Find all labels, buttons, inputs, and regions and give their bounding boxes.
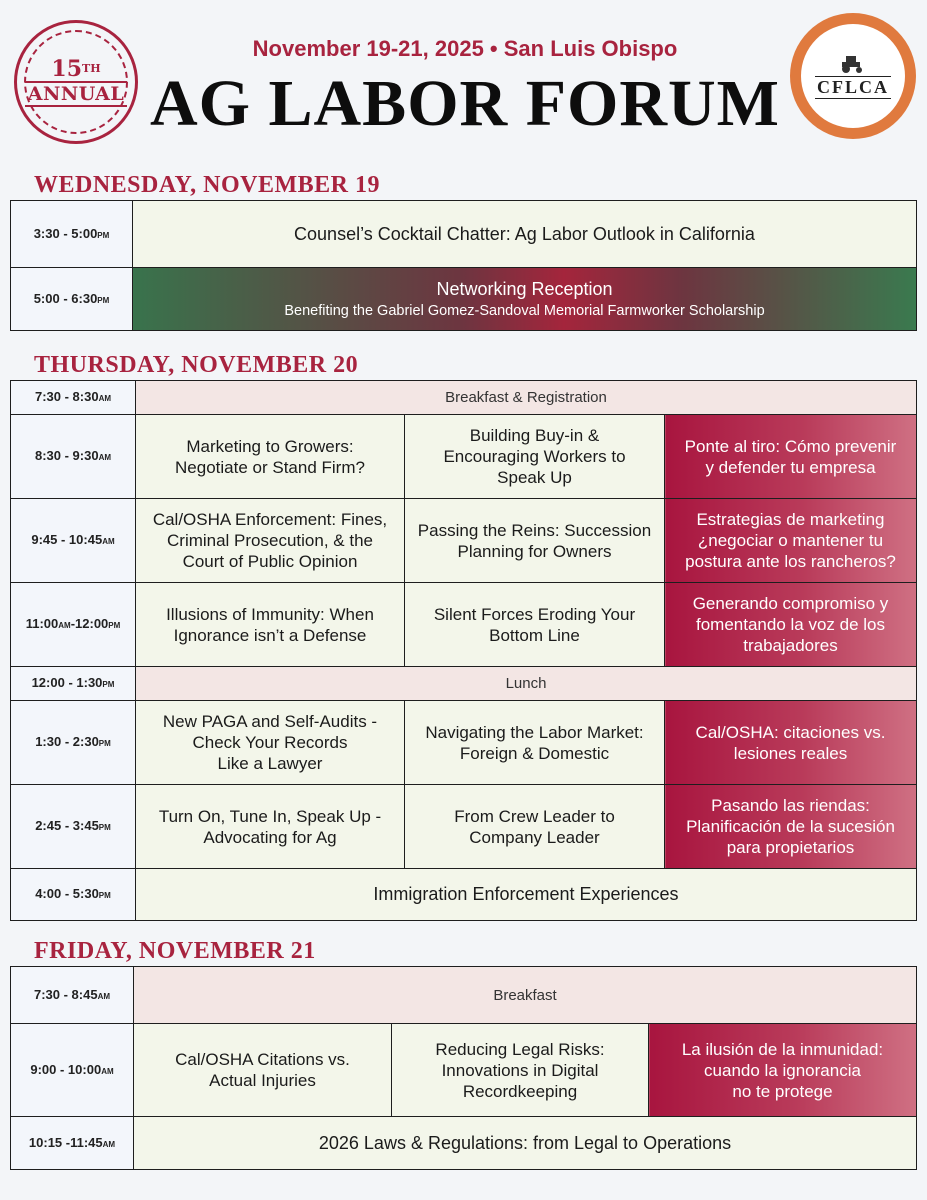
schedule-row bbox=[11, 1117, 917, 1170]
networking-subtitle: Benefiting the Gabriel Gomez-Sandoval Memorial Farmworker Scholarship bbox=[284, 303, 765, 319]
schedule-row bbox=[11, 381, 917, 415]
time-slot: 10:15 -11:45AM bbox=[11, 1117, 134, 1170]
session-spanish: Generando compromiso y fomentando la voz de los trabajadores bbox=[665, 583, 917, 667]
session-spanish: La ilusión de la inmunidad: cuando la ignorancia no te protege bbox=[649, 1024, 917, 1117]
badge-word: ANNUAL bbox=[25, 81, 128, 107]
thursday-schedule bbox=[10, 380, 917, 921]
networking-title: Networking Reception bbox=[436, 279, 613, 299]
annual-badge bbox=[14, 20, 138, 144]
schedule-row bbox=[11, 667, 917, 701]
cflca-logo bbox=[790, 13, 916, 139]
friday-schedule bbox=[10, 966, 917, 1170]
session-english: Reducing Legal Risks: Innovations in Digital Recordkeeping bbox=[392, 1024, 649, 1117]
wednesday-heading: WEDNESDAY, NOVEMBER 19 bbox=[34, 172, 380, 198]
session-english: Turn On, Tune In, Speak Up - Advocating for Ag bbox=[136, 785, 405, 869]
schedule-row bbox=[11, 415, 917, 499]
page-title: AG LABOR FORUM bbox=[150, 67, 780, 140]
time-slot: 9:45 - 10:45AM bbox=[11, 499, 136, 583]
event-dates-location: November 19-21, 2025 • San Luis Obispo bbox=[252, 36, 678, 61]
breakfast-registration: Breakfast & Registration bbox=[136, 381, 917, 415]
session-english: Silent Forces Eroding Your Bottom Line bbox=[405, 583, 665, 667]
time-slot: 8:30 - 9:30AM bbox=[11, 415, 136, 499]
session-english: Cal/OSHA Citations vs. Actual Injuries bbox=[134, 1024, 392, 1117]
session-english: Building Buy-in & Encouraging Workers to Speak Up bbox=[405, 415, 665, 499]
session-immigration-enforcement: Immigration Enforcement Experiences bbox=[136, 869, 917, 921]
schedule-row bbox=[11, 701, 917, 785]
session-spanish: Estrategias de marketing ¿negociar o mantener tu postura ante los rancheros? bbox=[665, 499, 917, 583]
session-spanish: Pasando las riendas: Planificación de la sucesión para propietarios bbox=[665, 785, 917, 869]
schedule-row bbox=[11, 1024, 917, 1117]
schedule-row bbox=[11, 785, 917, 869]
time-slot: 3:30 - 5:00PM bbox=[11, 201, 133, 268]
session-english: Illusions of Immunity: When Ignorance isn’t a Defense bbox=[136, 583, 405, 667]
schedule-row bbox=[11, 499, 917, 583]
schedule-row bbox=[11, 201, 917, 268]
session-spanish: Ponte al tiro: Cómo prevenir y defender tu empresa bbox=[665, 415, 917, 499]
session-english: From Crew Leader to Company Leader bbox=[405, 785, 665, 869]
time-slot: 7:30 - 8:45AM bbox=[11, 967, 134, 1024]
badge-number: 15TH bbox=[51, 56, 101, 82]
logo-text: CFLCA bbox=[817, 76, 889, 97]
session-english: Cal/OSHA Enforcement: Fines, Criminal Prosecution, & the Court of Public Opinion bbox=[136, 499, 405, 583]
schedule-row bbox=[11, 869, 917, 921]
time-slot: 7:30 - 8:30AM bbox=[11, 381, 136, 415]
lunch: Lunch bbox=[136, 667, 917, 701]
session-english: New PAGA and Self-Audits - Check Your Records Like a Lawyer bbox=[136, 701, 405, 785]
session-spanish: Cal/OSHA: citaciones vs. lesiones reales bbox=[665, 701, 917, 785]
session-2026-laws-regulations: 2026 Laws & Regulations: from Legal to Operations bbox=[134, 1117, 917, 1170]
thursday-heading: THURSDAY, NOVEMBER 20 bbox=[34, 352, 359, 378]
time-slot: 4:00 - 5:30PM bbox=[11, 869, 136, 921]
breakfast: Breakfast bbox=[134, 967, 917, 1024]
schedule-row bbox=[11, 967, 917, 1024]
wednesday-schedule bbox=[10, 200, 917, 331]
time-slot: 9:00 - 10:00AM bbox=[11, 1024, 134, 1117]
schedule-row bbox=[11, 268, 917, 331]
header bbox=[0, 0, 927, 160]
time-slot: 1:30 - 2:30PM bbox=[11, 701, 136, 785]
tractor-icon bbox=[838, 54, 868, 74]
schedule-row bbox=[11, 583, 917, 667]
time-slot: 2:45 - 3:45PM bbox=[11, 785, 136, 869]
session-networking-reception bbox=[133, 268, 917, 331]
time-slot: 5:00 - 6:30PM bbox=[11, 268, 133, 331]
session-english: Passing the Reins: Succession Planning for Owners bbox=[405, 499, 665, 583]
time-slot: 11:00AM-12:00PM bbox=[11, 583, 136, 667]
session-english: Navigating the Labor Market: Foreign & Domestic bbox=[405, 701, 665, 785]
session-english: Marketing to Growers: Negotiate or Stand Firm? bbox=[136, 415, 405, 499]
time-slot: 12:00 - 1:30PM bbox=[11, 667, 136, 701]
friday-heading: FRIDAY, NOVEMBER 21 bbox=[34, 938, 316, 964]
session-counsels-cocktail-chatter: Counsel’s Cocktail Chatter: Ag Labor Outlook in California bbox=[133, 201, 917, 268]
